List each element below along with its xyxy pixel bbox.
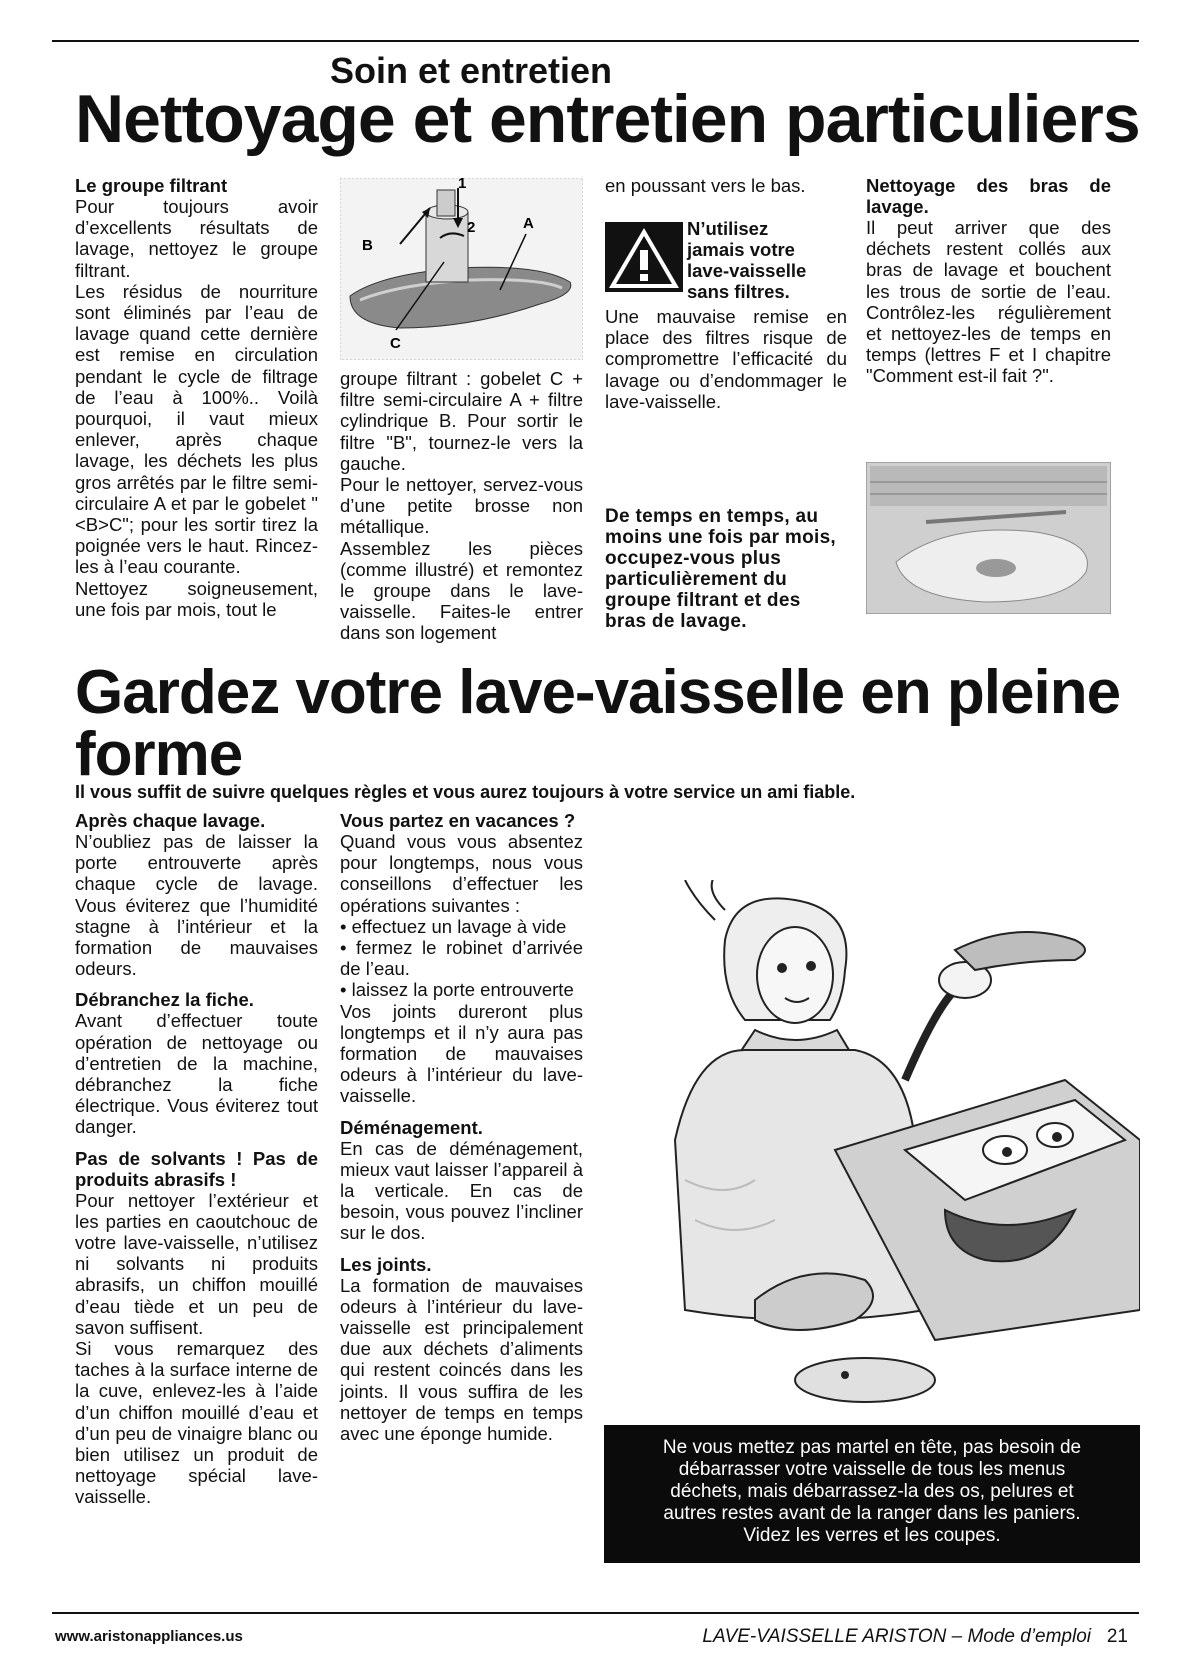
vacation-bullet-1: • effectuez un lavage à vide (340, 915, 567, 937)
moving-heading: Déménagement. (340, 1116, 483, 1138)
vacation-heading: Vous partez en vacances ? (340, 810, 576, 831)
col2-p2: Pour le nettoyer, servez-vous d’une petite brosse non métallique. (340, 474, 583, 538)
wash-arms-p1: Il peut arriver que des déchets restent collés aux bras de lavage et bouchent les trous de sortie de l’eau. Contrôlez-les régulièrement et nettoyez-les de temps en temps (lettres F et I chapitre "Comment est-il fait ?". (866, 217, 1111, 387)
bottom-rule (52, 1612, 1139, 1614)
figure-label-c: C (390, 335, 401, 352)
section2-title: Gardez votre lave-vaisselle en pleine forme (75, 658, 1121, 789)
filter-group-p2: Les résidus de nourriture sont éliminés par l’eau de lavage quand cette dernière est remise en circulation pendant le cycle de filtrage de l’eau à 100%.. Voilà pourquoi, il vaut mieux enlever, après chaque lavage, les déchets les plus gros arrêtés par le filtre semi-circulaire A et par le gobelet "<B>C"; pour les sortir tirez la poignée vers le haut. Rincez-les à l’eau courante. (75, 280, 318, 578)
moving-text: En cas de déménagement, mieux vaut laisser l’appareil à la verticale. En cas de besoin, vous pouvez l’incliner sur le dos. (340, 1137, 583, 1244)
filter-group-illustration (340, 178, 583, 360)
vacation-text: Quand vous vous absentez pour longtemps, nous vous conseillons d’effectuer les opérations suivantes : (340, 831, 583, 916)
section-title: Soin et entretien (330, 50, 613, 91)
figure-label-2: 2 (467, 219, 476, 236)
cartoon-illustration (605, 880, 1140, 1425)
warning-text: N’utilisez jamais votre lave-vaisselle sans filtres. (687, 218, 807, 302)
column-wash-arms (866, 175, 1111, 387)
vacation-bullet-3: • laissez la porte entrouverte (340, 979, 574, 1001)
no-solvents-text: Pour nettoyer l’extérieur et les parties en caoutchouc de votre lave-vaisselle, n’utilisez ni solvants ni produits abrasifs, un chiffon mouillé d’eau tiède et un peu de savon suffisent. (75, 1189, 318, 1338)
stains-text: Si vous remarquez des taches à la surface interne de la cuve, enlevez-les à l’aide d’un chiffon mouillé d’eau et d’un peu de vinaigre blanc ou bien utilisez un produit de nettoyage spécial lave-vaisselle. (75, 1338, 318, 1508)
seals-heading: Les joints. (340, 1253, 432, 1275)
top-rule (52, 40, 1139, 42)
figure-label-1: 1 (458, 178, 467, 192)
no-solvents-heading: Pas de solvants ! Pas de produits abrasifs ! (75, 1147, 318, 1190)
after-wash-heading: Après chaque lavage. (75, 810, 266, 831)
col3-p1: en poussant vers le bas. (605, 175, 806, 196)
unplug-heading: Débranchez la fiche. (75, 989, 254, 1011)
col3-top (605, 175, 845, 196)
col2-p1: groupe filtrant : gobelet C + filtre semi-circulaire A + filtre cylindrique B. Pour sortir le filtre "B", tournez-le vers la gauche. (340, 368, 583, 474)
tip-line-1: Ne vous mettez pas martel en tête, pas besoin de (662, 1437, 1082, 1458)
wash-arm-photo (866, 462, 1111, 614)
column-tips-left (75, 810, 318, 1508)
footer-website-link[interactable]: www.aristonappliances.us (55, 1628, 243, 1645)
page-number: 21 (1106, 1626, 1128, 1647)
tip-line-2: débarrasser votre vaisselle de tous les menus (678, 1459, 1066, 1480)
filter-group-heading: Le groupe filtrant (75, 175, 228, 196)
tip-line-4: autres restes avant de la ranger dans les paniers. (663, 1503, 1081, 1524)
column-filter-group-cont (340, 368, 583, 644)
filter-group-p3: Nettoyez soigneusement, une fois par mois, tout le (75, 577, 318, 620)
figure-label-b: B (362, 237, 373, 254)
wash-arms-heading: Nettoyage des bras de lavage. (866, 175, 1111, 217)
after-wash-text: N’oubliez pas de laisser la porte entrouverte après chaque cycle de lavage. Vous éviterez que l’humidité stagne à l’intérieur et la formation de mauvaises odeurs. (75, 831, 318, 980)
col2-p3: Assemblez les pièces (comme illustré) et remontez le groupe dans le lave-vaisselle. Faites-le entrer dans son logement (340, 537, 583, 644)
vacation-bullet-2: • fermez le robinet d’arrivée de l’eau. (340, 937, 583, 980)
footer-manual (702, 1626, 1128, 1648)
section2-intro: Il vous suffit de suivre quelques règles et vous aurez toujours à votre service un ami fiable. (75, 782, 856, 802)
warning-icon (605, 222, 683, 292)
figure-label-a: A (523, 215, 534, 232)
tip-line-3: déchets, mais débarrassez-la des os, pelures et (670, 1481, 1074, 1502)
seals-last-text: Vos joints dureront plus longtemps et il n’y aura pas formation de mauvaises odeurs à l’intérieur du lave-vaisselle. (340, 1000, 583, 1107)
seals-text: La formation de mauvaises odeurs à l’intérieur du lave-vaisselle est principalement due aux déchets d’aliments qui restent coincés dans les joints. Il vous suffira de les nettoyer de temps en temps avec une éponge humide. (340, 1274, 583, 1445)
tip-line-5: Videz les verres et les coupes. (743, 1525, 1001, 1546)
footer-manual-title: LAVE-VAISSELLE ARISTON – Mode d’emploi (702, 1626, 1092, 1647)
warning-block (605, 218, 855, 302)
col3-p2: Une mauvaise remise en place des filtres risque de compromettre l’efficacité du lavage ou d’endommager le lave-vaisselle. (605, 306, 847, 412)
unplug-text: Avant d’effectuer toute opération de nettoyage ou d’entretien de la machine, débranchez la fiche électrique. Vous éviterez tout danger. (75, 1010, 318, 1138)
page-title: Nettoyage et entretien particuliers (75, 81, 1140, 157)
tip-box (604, 1425, 1140, 1563)
filter-group-p1: Pour toujours avoir d’excellents résultats de lavage, nettoyez le groupe filtrant. (75, 196, 318, 281)
col3-body (605, 306, 847, 412)
col3-bold-notice: De temps en temps, au moins une fois par mois, occupez-vous plus particulièrement du groupe filtrant et des bras de lavage. (605, 506, 837, 632)
column-tips-middle (340, 810, 583, 1444)
column-filter-group (75, 175, 318, 620)
